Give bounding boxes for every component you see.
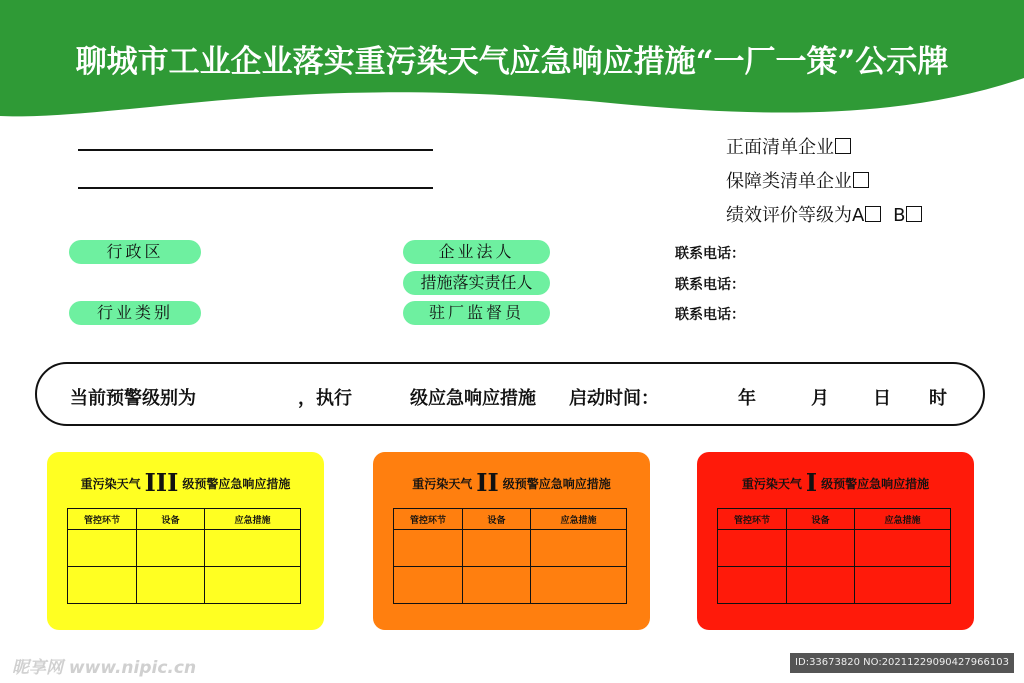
table-cell[interactable] [205, 567, 301, 604]
card-level-numeral: I [805, 468, 818, 497]
col-header-equipment: 设备 [463, 509, 531, 530]
card-level-1 [697, 452, 974, 630]
card-title-prefix: 重污染天气 [80, 477, 141, 491]
table-cell[interactable] [463, 567, 531, 604]
table-cell[interactable] [394, 567, 463, 604]
pill-resident-supervisor: 驻厂监督员 [403, 301, 550, 325]
table-row [394, 567, 627, 604]
checklist-performance-grade [726, 201, 922, 227]
grade-b-label: B [893, 205, 906, 226]
status-month-label: 月 [811, 388, 829, 409]
card-level-numeral: II [476, 468, 499, 497]
page-title: 聊城市工业企业落实重污染天气应急响应措施“一厂一策”公示牌 [75, 44, 949, 80]
table-cell[interactable] [531, 530, 627, 567]
status-start-time-label: 启动时间： [569, 388, 659, 409]
checklist-label: 正面清单企业 [726, 137, 834, 158]
table-row [394, 530, 627, 567]
card-title [373, 468, 650, 497]
company-name-line-2 [78, 187, 433, 189]
table-cell[interactable] [855, 530, 951, 567]
col-header-control: 管控环节 [394, 509, 463, 530]
col-header-equipment: 设备 [787, 509, 855, 530]
measures-table [393, 508, 627, 604]
table-cell[interactable] [718, 530, 787, 567]
measures-table [67, 508, 301, 604]
card-level-2 [373, 452, 650, 630]
pill-district: 行政区 [69, 240, 201, 264]
table-cell[interactable] [787, 567, 855, 604]
table-row [718, 530, 951, 567]
checkbox-positive-list[interactable] [835, 138, 851, 154]
col-header-control: 管控环节 [718, 509, 787, 530]
status-execute-label: ，执行 [298, 388, 352, 409]
card-title-suffix: 级预警应急响应措施 [502, 477, 611, 491]
pill-responsible-person: 措施落实责任人 [403, 271, 550, 295]
measures-table [717, 508, 951, 604]
card-title [47, 468, 324, 497]
checkbox-grade-a[interactable] [865, 206, 881, 222]
status-day-label: 日 [873, 388, 891, 409]
checklist-label: 保障类清单企业 [726, 171, 852, 192]
status-year-label: 年 [738, 388, 756, 409]
card-title [697, 468, 974, 497]
table-cell[interactable] [855, 567, 951, 604]
card-title-suffix: 级预警应急响应措施 [182, 477, 291, 491]
card-title-prefix: 重污染天气 [412, 477, 473, 491]
col-header-control: 管控环节 [68, 509, 137, 530]
phone-label-legal: 联系电话： [675, 246, 745, 262]
table-cell[interactable] [205, 530, 301, 567]
status-measures-label: 级应急响应措施 [410, 388, 536, 409]
checklist-guarantee-list [726, 167, 869, 193]
checkbox-grade-b[interactable] [906, 206, 922, 222]
table-row [68, 530, 301, 567]
table-cell[interactable] [68, 530, 137, 567]
table-cell[interactable] [137, 530, 205, 567]
table-row [68, 567, 301, 604]
checklist-label: 绩效评价等级为A [726, 205, 865, 226]
watermark: 昵享网 www.nipic.cn [12, 658, 197, 678]
card-title-suffix: 级预警应急响应措施 [821, 477, 930, 491]
table-cell[interactable] [463, 530, 531, 567]
card-level-numeral: III [144, 468, 179, 497]
card-title-prefix: 重污染天气 [741, 477, 802, 491]
image-id-badge: ID:33673820 NO:20211229090427966103 [790, 653, 1014, 673]
table-cell[interactable] [68, 567, 137, 604]
checkbox-guarantee-list[interactable] [853, 172, 869, 188]
table-row [718, 567, 951, 604]
status-warning-level-label: 当前预警级别为 [70, 388, 196, 409]
card-level-3 [47, 452, 324, 630]
table-cell[interactable] [137, 567, 205, 604]
table-cell[interactable] [394, 530, 463, 567]
phone-label-responsible: 联系电话： [675, 277, 745, 293]
status-hour-label: 时 [929, 388, 947, 409]
table-cell[interactable] [718, 567, 787, 604]
col-header-measures: 应急措施 [531, 509, 627, 530]
table-cell[interactable] [787, 530, 855, 567]
col-header-measures: 应急措施 [205, 509, 301, 530]
company-name-line-1 [78, 149, 433, 151]
pill-industry-category: 行业类别 [69, 301, 201, 325]
checklist-positive-list [726, 133, 851, 159]
col-header-equipment: 设备 [137, 509, 205, 530]
table-cell[interactable] [531, 567, 627, 604]
col-header-measures: 应急措施 [855, 509, 951, 530]
pill-legal-representative: 企业法人 [403, 240, 550, 264]
phone-label-supervisor: 联系电话： [675, 307, 745, 323]
